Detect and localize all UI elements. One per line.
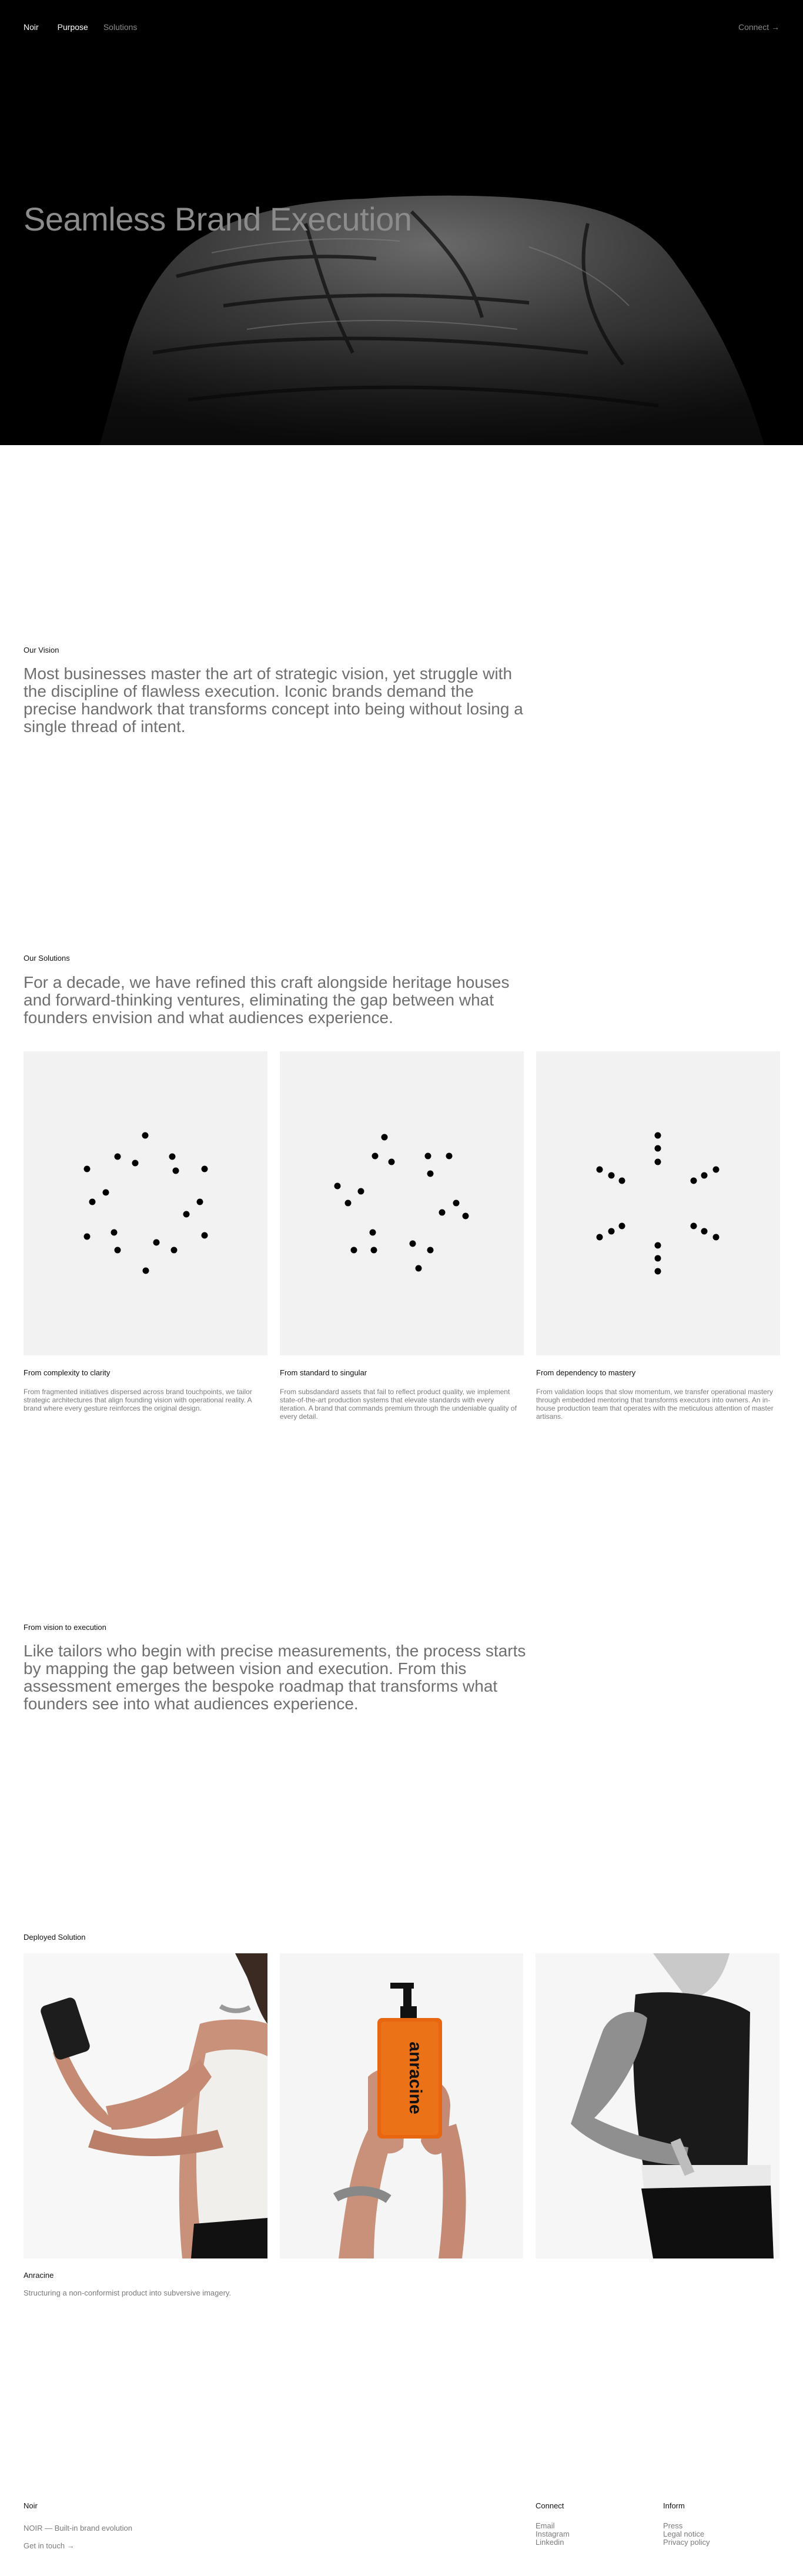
dots-illustration (536, 1051, 780, 1355)
get-in-touch-link[interactable]: Get in touch → (24, 2541, 75, 2550)
solution-card (24, 1051, 267, 1421)
hero-section (0, 0, 803, 445)
bottle-label: anracine (405, 2042, 425, 2114)
case-description: Structuring a non-conformist product into subversive imagery. (24, 2288, 232, 2297)
card-title: From dependency to mastery (536, 1368, 636, 1377)
footer-link-privacy-policy[interactable]: Privacy policy (663, 2538, 710, 2547)
hero-title: Seamless Brand Execution (24, 201, 412, 238)
model-in-black-tank-image (536, 1953, 779, 2258)
process-text: Like tailors who begin with precise measurements, the process starts by mapping the gap between vision and execution. From this assessment emerges the bespoke roadmap that transforms what founders see into what audiences experience. (24, 1642, 526, 1713)
dots-illustration (280, 1051, 524, 1355)
nav-link-purpose[interactable]: Purpose (57, 22, 88, 32)
footer-link-instagram[interactable]: Instagram (536, 2530, 570, 2538)
vision-label: Our Vision (24, 646, 59, 654)
photo-model-tank[interactable] (536, 1953, 779, 2258)
nav-link-solutions[interactable]: Solutions (103, 22, 138, 32)
solutions-label: Our Solutions (24, 954, 70, 963)
footer-link-linkedin[interactable]: Linkedin (536, 2538, 564, 2547)
footer-brand[interactable]: Noir (24, 2501, 38, 2510)
hands-holding-bottle-image (280, 1953, 524, 2258)
solution-cards (24, 1051, 779, 1421)
radial-dots-icon (536, 1051, 780, 1355)
photo-bottle[interactable] (280, 1953, 524, 2258)
scattered-dots-icon (24, 1051, 267, 1355)
process-label: From vision to execution (24, 1623, 106, 1632)
footer-link-legal-notice[interactable]: Legal notice (663, 2530, 705, 2538)
connect-link[interactable]: Connect → (738, 22, 779, 32)
deployed-label: Deployed Solution (24, 1933, 86, 1942)
solution-card (280, 1051, 524, 1421)
card-title: From complexity to clarity (24, 1368, 111, 1377)
case-title[interactable]: Anracine (24, 2271, 54, 2280)
footer-connect-column (536, 2501, 570, 2547)
footer-inform-heading: Inform (663, 2501, 685, 2510)
card-text: From subsdandard assets that fail to reflect product quality, we implement state-of-the-art production systems that elevate standards with every iteration. A brand that commands premium through the undeniable quality of every detail. (280, 1388, 517, 1421)
footer-tagline: NOIR — Built-in brand evolution (24, 2524, 132, 2532)
dots-illustration (24, 1051, 267, 1355)
footer-link-email[interactable]: Email (536, 2521, 555, 2530)
deployed-photos (24, 1953, 779, 2258)
card-text: From fragmented initiatives dispersed across brand touchpoints, we tailor strategic architectures that align founding vision with operational reality. A brand where every gesture reinforces the original design. (24, 1388, 252, 1412)
top-nav (24, 22, 137, 32)
footer-inform-column (663, 2501, 710, 2547)
brand-logo[interactable]: Noir (24, 22, 39, 32)
card-title: From standard to singular (280, 1368, 367, 1377)
photo-model-soap[interactable] (24, 1953, 267, 2258)
model-holding-soap-image (24, 1953, 267, 2258)
card-text: From validation loops that slow momentum, we transfer operational mastery through embedded mentoring that transforms executors into owners. An in-house production team that operates with the meticulous attention of master artisans. (536, 1388, 774, 1421)
solution-card (536, 1051, 780, 1421)
paired-dots-icon (280, 1051, 524, 1355)
footer-connect-heading: Connect (536, 2501, 564, 2510)
solutions-text: For a decade, we have refined this craft alongside heritage houses and forward-thinking ventures, eliminating the gap between what founders envision and what audiences experience. (24, 973, 510, 1027)
vision-text: Most businesses master the art of strategic vision, yet struggle with the discipline of flawless execution. Iconic brands demand the precise handwork that transforms concept into being without losing a single thread of intent. (24, 664, 523, 736)
footer-link-press[interactable]: Press (663, 2521, 683, 2530)
